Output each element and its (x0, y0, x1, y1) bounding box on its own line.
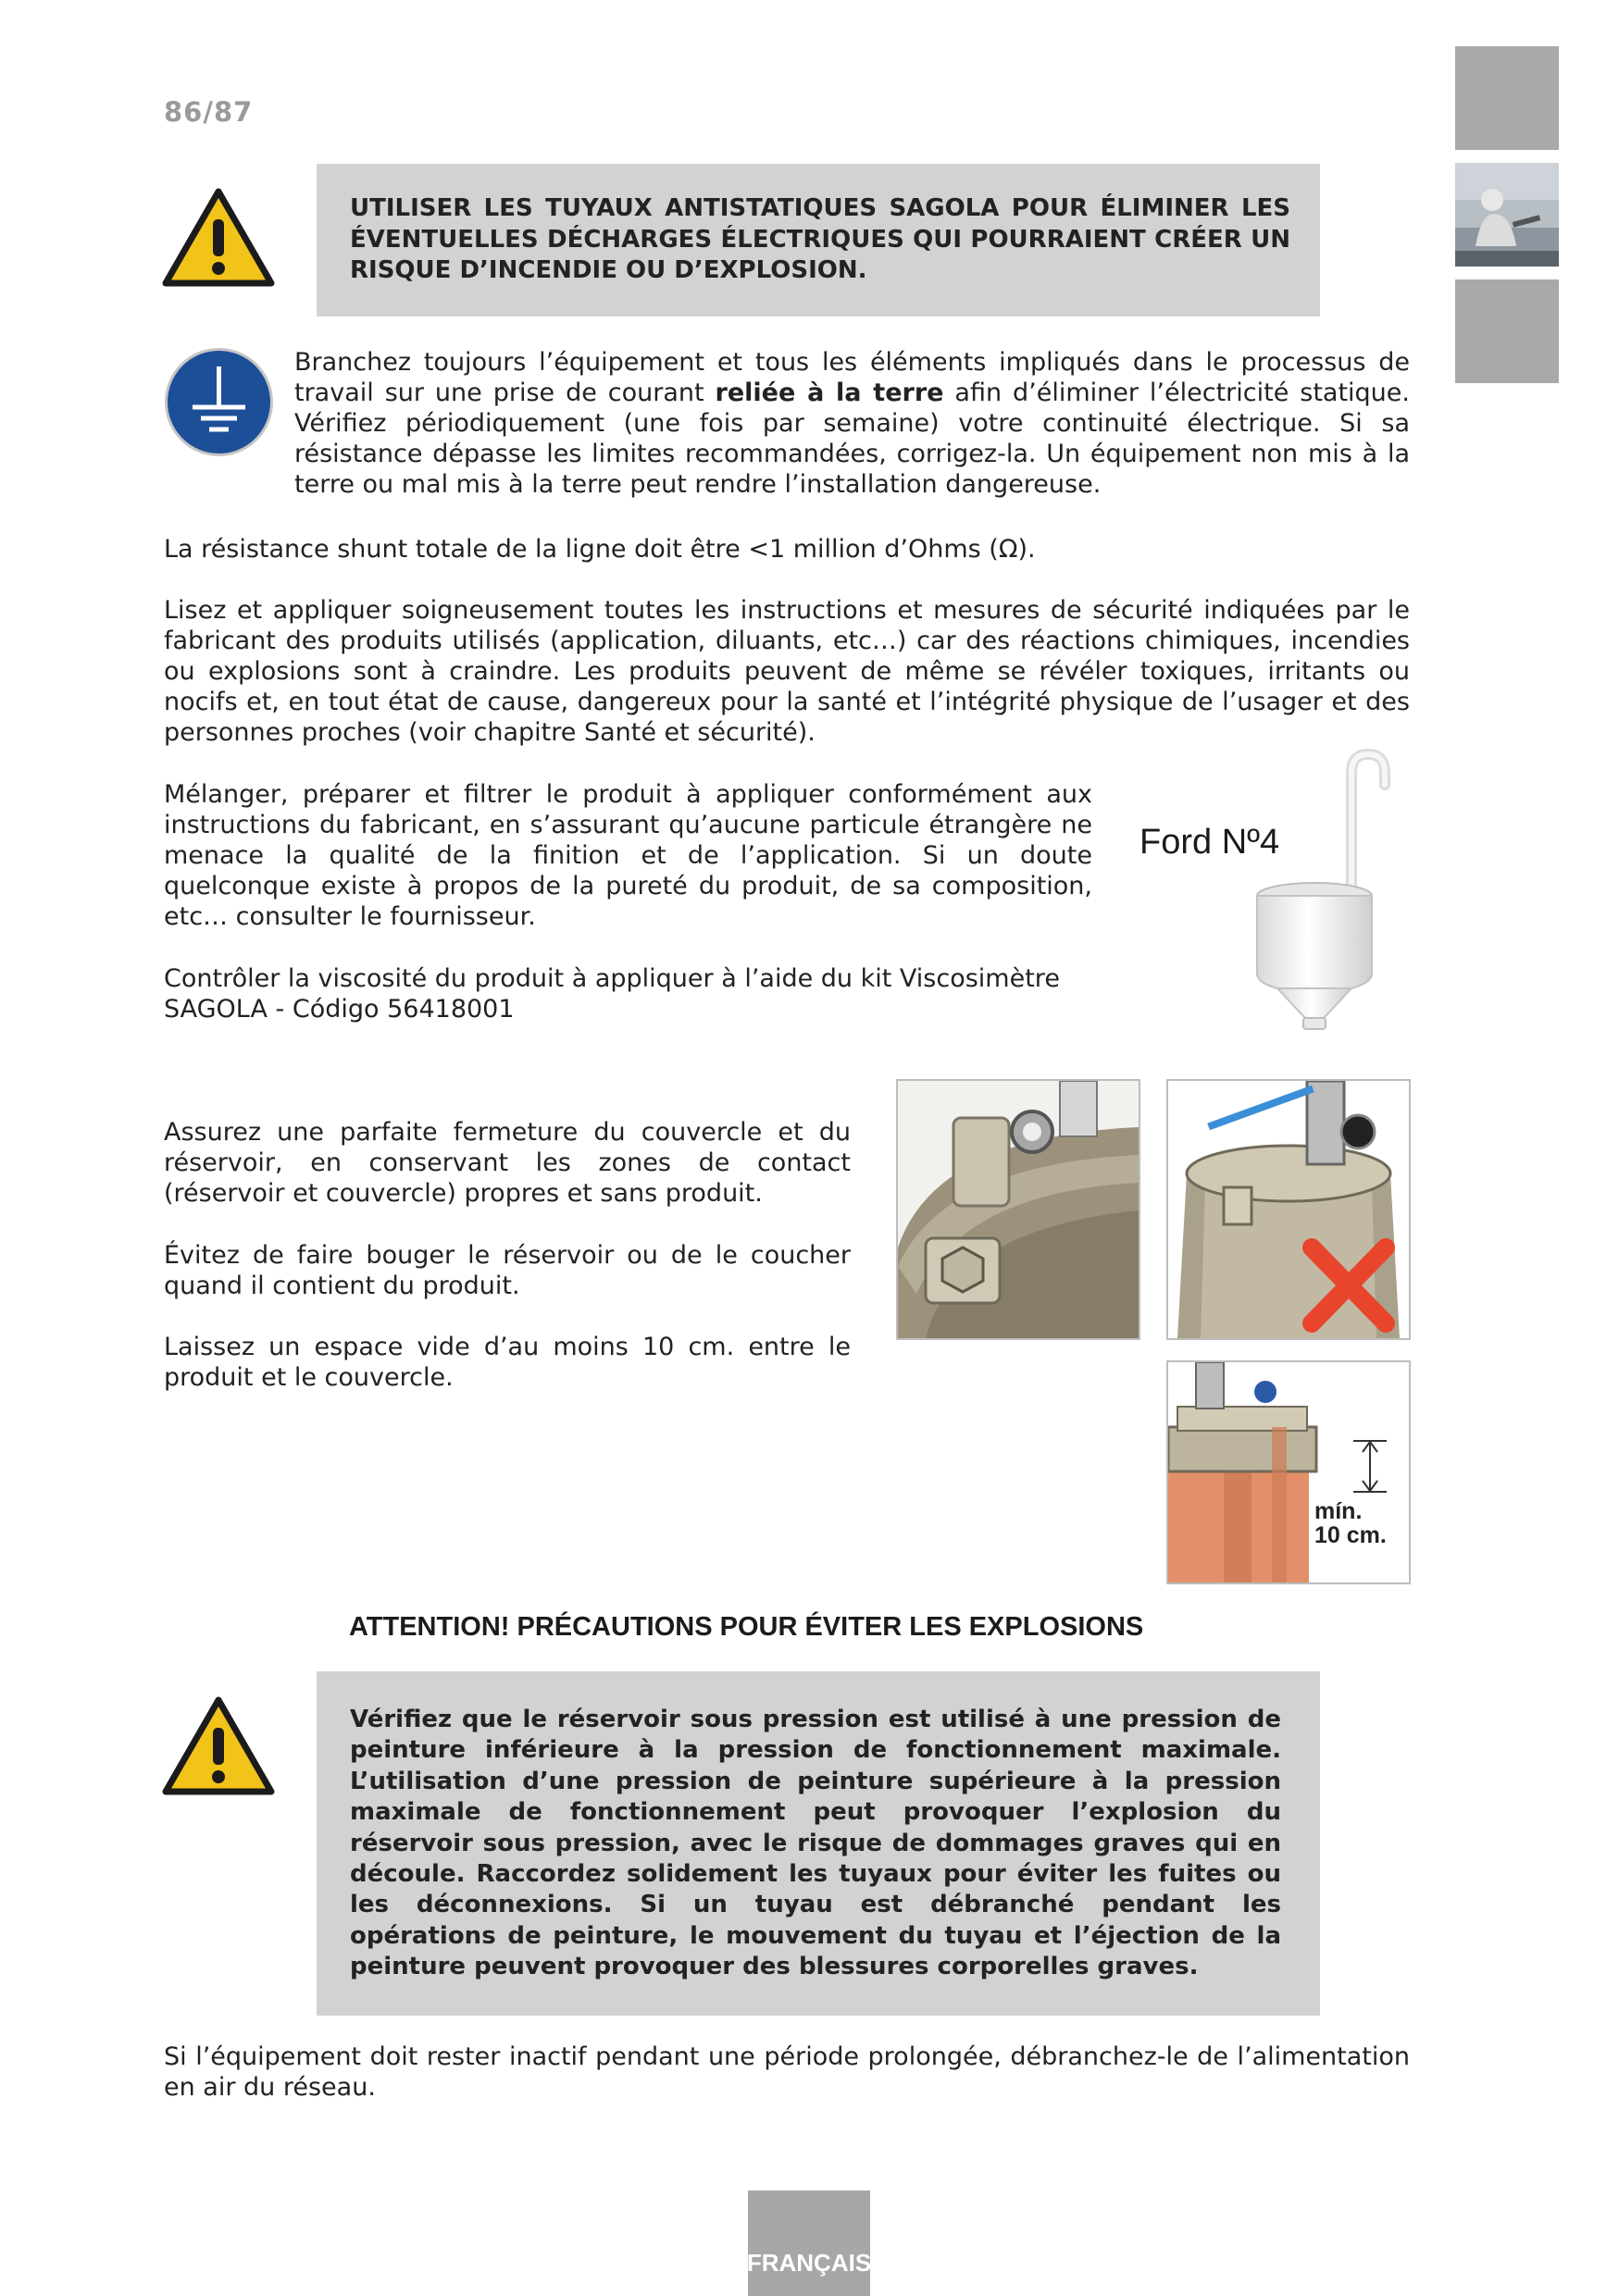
page-number: 86/87 (164, 96, 254, 128)
ground-text-part2: afin d’éliminer l’électricité statique. Vérifiez périodiquement (une fois par semaine) votre continuité électrique. Si sa résistance dépasse les limites recommandées, corrigez-la. Un équipement non mis à la terre ou mal mis à la terre peut rendre l’installation dangereuse. (294, 379, 1410, 499)
tank-no-tilt-image (1166, 1079, 1411, 1340)
tank-tilt-illustration (1168, 1081, 1409, 1338)
attention-heading: ATTENTION! PRÉCAUTIONS POUR ÉVITER LES EXPLOSIONS (349, 1612, 1144, 1642)
side-tab-bottom[interactable] (1455, 279, 1559, 383)
ground-icon (163, 346, 275, 458)
tank-closure-image (896, 1079, 1140, 1340)
tank-fill-level-illustration (1168, 1362, 1409, 1582)
ground-paragraph (294, 347, 1410, 500)
instructions-paragraph: Lisez et appliquer soigneusement toutes les instructions et mesures de sécurité indiquées par le fabricant des produits utilisés (application, diluants, etc…) car des réactions chimiques, incendies ou explosions sont à craindre. Les produits peuvent de même se révéler toxiques, irritants ou nocifs et, en tout état de cause, dangereux pour la santé et l’intégrité physique de l’usager et des personnes proches (voir chapitre Santé et sécurité). (164, 596, 1410, 747)
painter-photo-thumbnail (1455, 163, 1559, 267)
viscometer-label: Ford Nº4 (1140, 823, 1280, 862)
mix-paragraph: Mélanger, préparer et filtrer le produit à appliquer conformément aux instructions du fabricant, en s’assurant qu’aucune particule étrangère ne menace la qualité de la finition et de l’application. Si un doute quelconque existe à propos de la pureté du produit, de sa composition, etc… consulter le fournisseur. (164, 780, 1092, 931)
viscometer-cup-illustration (1240, 740, 1407, 1036)
closure-paragraph: Assurez une parfaite fermeture du couvercle et du réservoir, en conservant les zones de contact (réservoir et couvercle) propres et sans produit. (164, 1118, 851, 1208)
warning-box-explosion (317, 1671, 1320, 2016)
move-paragraph: Évitez de faire bouger le réservoir ou de le coucher quand il contient du produit. (164, 1241, 851, 1300)
warning-triangle-icon (162, 1696, 275, 1795)
viscosity-paragraph: Contrôler la viscosité du produit à appliquer à l’aide du kit Viscosimètre SAGOLA - Código 56418001 (164, 964, 1060, 1024)
inactive-paragraph: Si l’équipement doit rester inactif pendant une période prolongée, débranchez-le de l’alimentation en air du réseau. (164, 2042, 1410, 2102)
min-space-label-line2: 10 cm. (1314, 1522, 1387, 1548)
ground-text-part1: Branchez toujours l’équipement et tous les éléments impliqués dans le processus de travail sur une prise de courant (294, 348, 1410, 407)
min-space-label (1314, 1499, 1387, 1547)
tank-clamp-illustration (898, 1081, 1139, 1338)
warning-box-antistatic (317, 164, 1320, 316)
warning-antistatic-text: UTILISER LES TUYAUX ANTISTATIQUES SAGOLA POUR ÉLIMINER LES ÉVENTUELLES DÉCHARGES ÉLECTRIQUES QUI POURRAIENT CRÉER UN RISQUE D’INCENDIE OU D’EXPLOSION. (350, 194, 1290, 284)
shunt-paragraph: La résistance shunt totale de la ligne doit être <1 million d’Ohms (Ω). (164, 535, 1036, 564)
warning-triangle-icon (162, 188, 275, 287)
side-tab-photo[interactable] (1455, 163, 1559, 267)
language-tab[interactable]: FRANÇAIS (748, 2191, 870, 2296)
tank-min-space-image (1166, 1360, 1411, 1584)
side-tab-top[interactable] (1455, 46, 1559, 150)
ground-text-bold: reliée à la terre (715, 379, 944, 407)
warning-explosion-text: Vérifiez que le réservoir sous pression est utilisé à une pression de peinture inférieure à la pression de fonctionnement maximale. L’utilisation d’une pression de peinture supérieure à la pression maximale de fonctionnement peut provoquer l’explosion du réservoir sous pression, avec le risque de dommages graves qui en découle. Raccordez solidement les tuyaux pour éviter les fuites ou les déconnexions. Si un tuyau est débranché pendant les opérations de peinture, le mouvement du tuyau et l’éjection de la peinture peuvent provoquer des blessures corporelles graves. (350, 1706, 1281, 1981)
min-space-label-line1: mín. (1314, 1498, 1363, 1524)
space-paragraph: Laissez un espace vide d’au moins 10 cm. entre le produit et le couvercle. (164, 1333, 851, 1392)
